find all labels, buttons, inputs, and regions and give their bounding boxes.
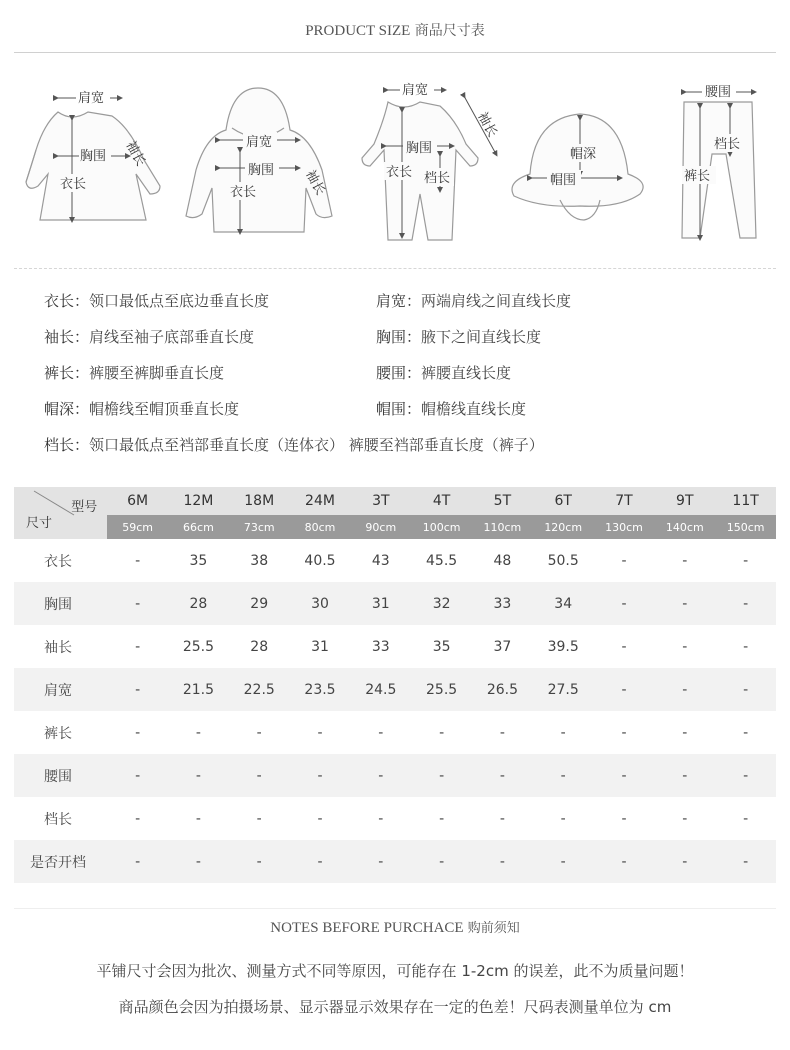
- table-cell: -: [715, 840, 776, 883]
- table-cell: -: [654, 668, 715, 711]
- table-cell: -: [654, 754, 715, 797]
- table-cell: -: [107, 625, 168, 668]
- table-cell: -: [290, 754, 351, 797]
- table-cell: -: [715, 625, 776, 668]
- table-cell: -: [229, 840, 290, 883]
- romper-length-label: 衣长: [386, 165, 413, 180]
- table-cell: 31: [350, 582, 411, 625]
- coat-shoulder-label: 肩宽: [246, 135, 273, 150]
- size-header-cell: 24M: [290, 487, 351, 515]
- table-cell: -: [350, 840, 411, 883]
- height-header-row: [14, 515, 776, 539]
- table-cell: -: [472, 711, 533, 754]
- divider-illus: [14, 268, 776, 269]
- def-desc: 帽檐线直线长度: [421, 400, 527, 418]
- table-cell: -: [472, 754, 533, 797]
- table-cell: 29: [229, 582, 290, 625]
- row-label: 是否开档: [14, 840, 107, 883]
- table-cell: -: [715, 539, 776, 582]
- row-label: 裤长: [14, 711, 107, 754]
- table-cell: 28: [168, 582, 229, 625]
- table-cell: -: [594, 668, 655, 711]
- height-header-cell: 100cm: [411, 515, 472, 539]
- def-desc: 帽檐线至帽顶垂直长度: [89, 400, 240, 418]
- size-header-cell: 18M: [229, 487, 290, 515]
- table-cell: 30: [290, 582, 351, 625]
- table-cell: -: [472, 797, 533, 840]
- def-desc: 裤腰至裤脚垂直长度: [89, 364, 225, 382]
- height-header-cell: 59cm: [107, 515, 168, 539]
- table-cell: -: [654, 711, 715, 754]
- def-term: 肩宽：: [376, 292, 422, 310]
- romper-chest-label: 胸围: [406, 141, 433, 156]
- size-header-cell: 3T: [350, 487, 411, 515]
- table-cell: 43: [350, 539, 411, 582]
- table-cell: -: [715, 582, 776, 625]
- table-cell: 45.5: [411, 539, 472, 582]
- table-cell: 24.5: [350, 668, 411, 711]
- height-header-cell: 140cm: [654, 515, 715, 539]
- height-header-cell: 110cm: [472, 515, 533, 539]
- def-term: 袖长：: [44, 328, 90, 346]
- size-table-body: [14, 539, 776, 883]
- corner-size-label: 型号: [71, 500, 98, 515]
- table-row: [14, 539, 776, 582]
- table-cell: -: [229, 711, 290, 754]
- coat-sleeve-label: 袖长: [302, 167, 328, 198]
- romper-shoulder-label: 肩宽: [402, 83, 429, 98]
- table-cell: 38: [229, 539, 290, 582]
- table-cell: 50.5: [533, 539, 594, 582]
- table-cell: 33: [350, 625, 411, 668]
- height-header-cell: 150cm: [715, 515, 776, 539]
- table-cell: -: [594, 711, 655, 754]
- table-cell: -: [290, 711, 351, 754]
- table-cell: 33: [472, 582, 533, 625]
- definition-row: [44, 290, 744, 326]
- table-cell: -: [107, 539, 168, 582]
- size-header-cell: 11T: [715, 487, 776, 515]
- table-cell: -: [107, 668, 168, 711]
- table-cell: 34: [533, 582, 594, 625]
- title-en: PRODUCT SIZE: [305, 23, 411, 39]
- size-header-row: [14, 487, 776, 515]
- table-row: [14, 582, 776, 625]
- divider-top: [14, 52, 776, 53]
- table-row: [14, 754, 776, 797]
- table-cell: -: [715, 711, 776, 754]
- hat-diagram: [512, 114, 643, 220]
- notes-title-cn: 购前须知: [467, 921, 520, 936]
- table-cell: -: [594, 754, 655, 797]
- coat-length-label: 衣长: [230, 185, 257, 200]
- notes-title-en: NOTES BEFORE PURCHACE: [270, 920, 464, 936]
- table-row: [14, 711, 776, 754]
- def-term: 腰围：: [376, 364, 422, 382]
- table-cell: -: [107, 711, 168, 754]
- table-row: [14, 625, 776, 668]
- table-cell: 25.5: [411, 668, 472, 711]
- page-title: [0, 20, 790, 40]
- height-header-cell: 66cm: [168, 515, 229, 539]
- table-cell: -: [168, 797, 229, 840]
- hat-circ-label: 帽围: [550, 173, 577, 188]
- height-header-cell: 73cm: [229, 515, 290, 539]
- table-cell: -: [350, 711, 411, 754]
- def-desc: 裤腰直线长度: [421, 364, 512, 382]
- def-term: 帽围：: [376, 400, 422, 418]
- def-term: 档长：: [44, 436, 90, 454]
- row-label: 肩宽: [14, 668, 107, 711]
- table-cell: -: [654, 797, 715, 840]
- row-label: 胸围: [14, 582, 107, 625]
- size-header-cell: 4T: [411, 487, 472, 515]
- table-cell: -: [654, 840, 715, 883]
- table-corner: [14, 487, 107, 539]
- table-cell: -: [168, 840, 229, 883]
- table-cell: -: [229, 797, 290, 840]
- table-cell: -: [654, 582, 715, 625]
- row-label: 档长: [14, 797, 107, 840]
- size-header-cell: 7T: [594, 487, 655, 515]
- table-row: [14, 797, 776, 840]
- dress-sleeve-label: 袖长: [122, 138, 148, 169]
- hat-depth-label: 帽深: [570, 147, 597, 162]
- divider-notes: [14, 908, 776, 909]
- table-cell: -: [654, 539, 715, 582]
- def-term: 帽深：: [44, 400, 90, 418]
- table-cell: -: [715, 797, 776, 840]
- table-cell: -: [472, 840, 533, 883]
- size-header-cell: 6M: [107, 487, 168, 515]
- table-cell: 26.5: [472, 668, 533, 711]
- romper-diagram: [362, 102, 478, 240]
- row-label: 腰围: [14, 754, 107, 797]
- height-header-cell: 130cm: [594, 515, 655, 539]
- table-cell: -: [411, 797, 472, 840]
- table-cell: 40.5: [290, 539, 351, 582]
- size-header-cell: 9T: [654, 487, 715, 515]
- table-cell: 48: [472, 539, 533, 582]
- table-cell: 32: [411, 582, 472, 625]
- height-header-cell: 90cm: [350, 515, 411, 539]
- table-cell: -: [533, 711, 594, 754]
- table-cell: -: [168, 754, 229, 797]
- table-cell: -: [594, 539, 655, 582]
- coat-chest-label: 胸围: [248, 163, 275, 178]
- pants-waist-label: 腰围: [705, 85, 732, 100]
- row-label: 袖长: [14, 625, 107, 668]
- dress-chest-label: 胸围: [80, 149, 107, 164]
- table-cell: 25.5: [168, 625, 229, 668]
- row-label: 衣长: [14, 539, 107, 582]
- table-cell: -: [594, 625, 655, 668]
- table-cell: -: [107, 797, 168, 840]
- diagram-svg: [0, 70, 790, 255]
- table-cell: 21.5: [168, 668, 229, 711]
- table-cell: -: [229, 754, 290, 797]
- note-line-1: 平铺尺寸会因为批次、测量方式不同等原因，可能存在 1-2cm 的误差，此不为质量问题！: [96, 962, 694, 980]
- table-cell: -: [715, 668, 776, 711]
- table-cell: 31: [290, 625, 351, 668]
- table-cell: 35: [168, 539, 229, 582]
- table-cell: -: [533, 797, 594, 840]
- table-cell: -: [533, 754, 594, 797]
- garment-diagrams: [0, 70, 790, 255]
- corner-measure-label: 尺寸: [26, 516, 53, 531]
- table-cell: -: [533, 840, 594, 883]
- table-cell: -: [168, 711, 229, 754]
- table-row: [14, 668, 776, 711]
- table-cell: -: [411, 840, 472, 883]
- table-cell: -: [107, 582, 168, 625]
- definition-row: [44, 362, 744, 398]
- table-cell: -: [411, 754, 472, 797]
- title-cn: 商品尺寸表: [414, 23, 485, 39]
- romper-rise-label: 档长: [424, 171, 451, 186]
- def-desc: 两端肩线之间直线长度: [421, 292, 572, 310]
- def-desc: 腋下之间直线长度: [421, 328, 542, 346]
- romper-sleeve-label: 袖长: [474, 109, 500, 140]
- table-cell: -: [411, 711, 472, 754]
- dress-length-label: 衣长: [60, 177, 87, 192]
- table-row: [14, 840, 776, 883]
- table-cell: -: [594, 797, 655, 840]
- definition-row: [44, 434, 744, 470]
- table-cell: -: [350, 754, 411, 797]
- table-cell: -: [654, 625, 715, 668]
- height-header-cell: 120cm: [533, 515, 594, 539]
- dress-shoulder-label: 肩宽: [78, 91, 105, 106]
- pants-length-label: 裤长: [684, 169, 711, 184]
- definition-row: [44, 398, 744, 434]
- def-term: 裤长：: [44, 364, 90, 382]
- def-term: 衣长：: [44, 292, 90, 310]
- table-cell: -: [350, 797, 411, 840]
- table-cell: -: [594, 582, 655, 625]
- size-header-cell: 12M: [168, 487, 229, 515]
- table-cell: -: [290, 797, 351, 840]
- notes-title: [0, 917, 790, 937]
- table-cell: 28: [229, 625, 290, 668]
- table-cell: -: [594, 840, 655, 883]
- size-header-cell: 5T: [472, 487, 533, 515]
- table-cell: 22.5: [229, 668, 290, 711]
- table-cell: 27.5: [533, 668, 594, 711]
- table-cell: 35: [411, 625, 472, 668]
- def-desc: 领口最低点至裆部垂直长度（连体衣） 裤腰至裆部垂直长度（裤子）: [89, 436, 544, 454]
- definition-row: [44, 326, 744, 362]
- size-header-cell: 6T: [533, 487, 594, 515]
- size-table: [14, 487, 776, 883]
- definitions: [44, 290, 744, 470]
- def-term: 胸围：: [376, 328, 422, 346]
- note-line-2: 商品颜色会因为拍摄场景、显示器显示效果存在一定的色差！尺码表测量单位为 cm: [118, 998, 672, 1016]
- table-cell: 37: [472, 625, 533, 668]
- table-cell: -: [715, 754, 776, 797]
- table-cell: 39.5: [533, 625, 594, 668]
- table-cell: -: [107, 754, 168, 797]
- table-cell: 23.5: [290, 668, 351, 711]
- def-desc: 肩线至袖子底部垂直长度: [89, 328, 255, 346]
- table-cell: -: [290, 840, 351, 883]
- def-desc: 领口最低点至底边垂直长度: [89, 292, 270, 310]
- height-header-cell: 80cm: [290, 515, 351, 539]
- table-cell: -: [107, 840, 168, 883]
- pants-rise-label: 档长: [714, 137, 741, 152]
